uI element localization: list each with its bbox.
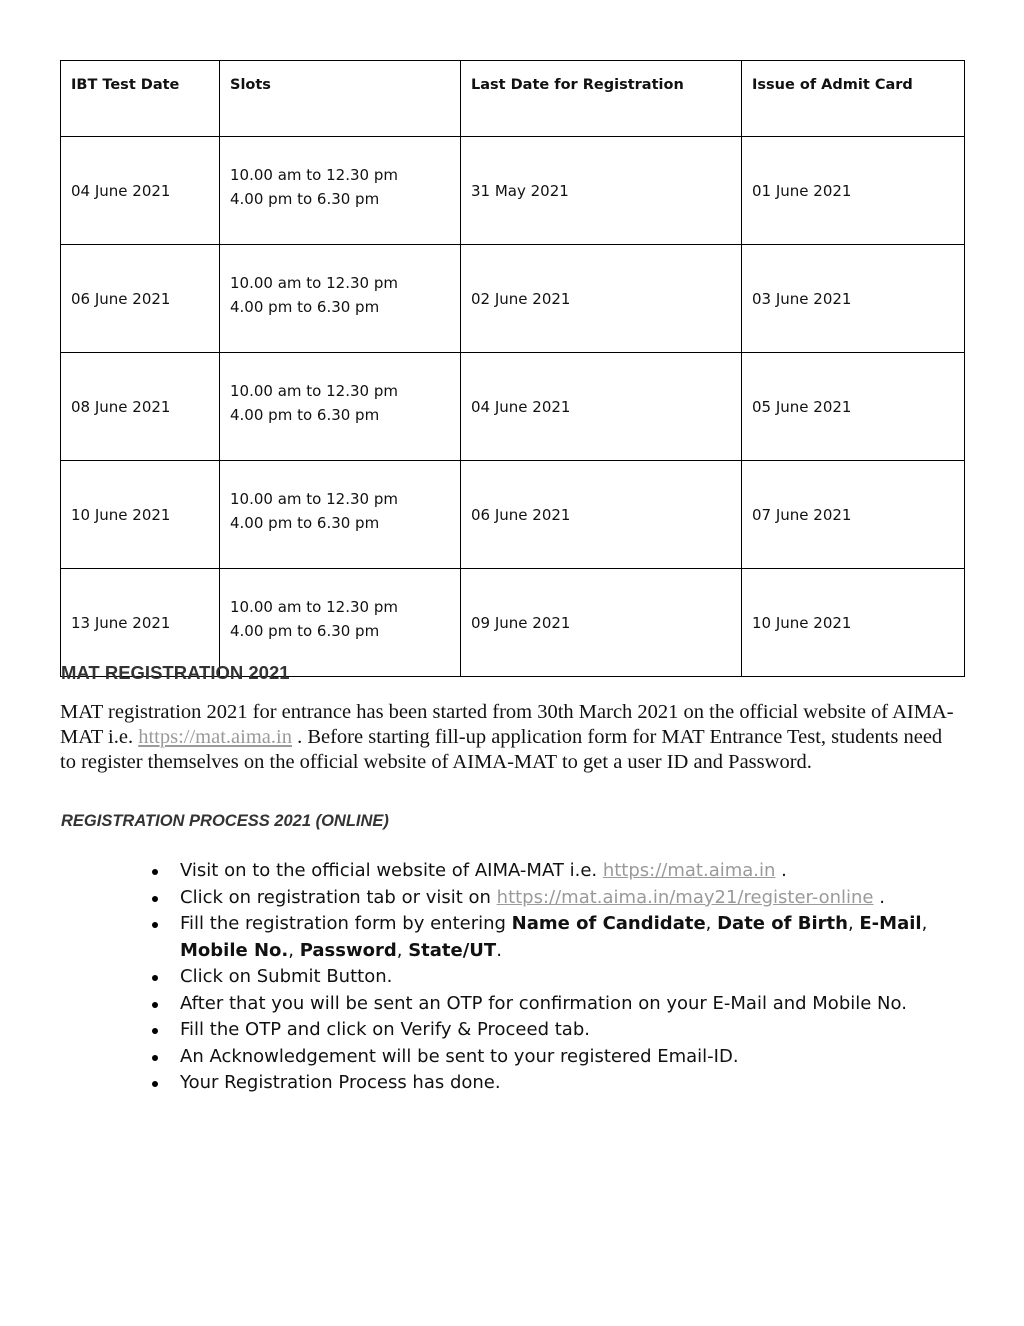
list-item: Visit on to the official website of AIMA-MAT i.e. https://mat.aima.in . — [180, 858, 970, 885]
intro-text-part2: . Before starting fill-up application form for MAT Entrance Test, students need to register themselves on the official website of AIMA-MAT to get a user ID and Password. — [60, 726, 943, 773]
last-date-cell: 02 June 2021 — [461, 245, 742, 353]
table-row — [61, 353, 965, 461]
list-item: Click on Submit Button. — [180, 964, 970, 991]
table-row — [61, 461, 965, 569]
aima-website-link[interactable]: https://mat.aima.in — [602, 860, 776, 881]
register-online-link[interactable]: https://mat.aima.in/may21/register-online — [496, 886, 874, 908]
slots-cell: 10.00 am to 12.30 pm 4.00 pm to 6.30 pm — [220, 461, 461, 569]
slots-cell: 10.00 am to 12.30 pm 4.00 pm to 6.30 pm — [220, 353, 461, 461]
registration-steps-list — [180, 858, 970, 1097]
list-item: Click on registration tab or visit on https://mat.aima.in/may21/register-online . — [180, 885, 970, 912]
test-date-cell: 04 June 2021 — [61, 137, 220, 245]
table-row — [61, 245, 965, 353]
registration-intro-paragraph — [60, 700, 960, 775]
last-date-cell: 09 June 2021 — [461, 569, 742, 677]
slots-cell: 10.00 am to 12.30 pm 4.00 pm to 6.30 pm — [220, 245, 461, 353]
last-date-cell: 31 May 2021 — [461, 137, 742, 245]
table-row — [61, 137, 965, 245]
list-item: Your Registration Process has done. — [180, 1070, 970, 1097]
admit-card-cell: 01 June 2021 — [742, 137, 965, 245]
registration-heading: MAT REGISTRATION 2021 — [61, 662, 290, 683]
column-header: Slots — [220, 61, 461, 137]
test-date-cell: 10 June 2021 — [61, 461, 220, 569]
test-date-cell: 06 June 2021 — [61, 245, 220, 353]
column-header: Issue of Admit Card — [742, 61, 965, 137]
admit-card-cell: 07 June 2021 — [742, 461, 965, 569]
list-item: Fill the registration form by entering Name of Candidate, Date of Birth, E-Mail, Mobile No., Password, State/UT. — [180, 911, 970, 964]
slots-cell: 10.00 am to 12.30 pm 4.00 pm to 6.30 pm — [220, 137, 461, 245]
intro-text-part1: MAT registration 2021 for entrance has been started from 30th March 2021 on the official website of AIMA-MAT i.e. — [60, 701, 954, 748]
last-date-cell: 06 June 2021 — [461, 461, 742, 569]
aima-website-link[interactable]: https://mat.aima.in — [138, 726, 292, 748]
admit-card-cell: 03 June 2021 — [742, 245, 965, 353]
admit-card-cell: 10 June 2021 — [742, 569, 965, 677]
schedule-table — [60, 60, 965, 677]
process-heading: REGISTRATION PROCESS 2021 (ONLINE) — [61, 812, 389, 830]
list-item: After that you will be sent an OTP for confirmation on your E-Mail and Mobile No. — [180, 991, 970, 1018]
list-item: Fill the OTP and click on Verify & Proceed tab. — [180, 1017, 970, 1044]
list-item: An Acknowledgement will be sent to your registered Email-ID. — [180, 1044, 970, 1071]
column-header: Last Date for Registration — [461, 61, 742, 137]
column-header: IBT Test Date — [61, 61, 220, 137]
test-date-cell: 13 June 2021 — [61, 569, 220, 677]
test-date-cell: 08 June 2021 — [61, 353, 220, 461]
table-row — [61, 569, 965, 677]
table-header-row — [61, 61, 965, 137]
admit-card-cell: 05 June 2021 — [742, 353, 965, 461]
slots-cell: 10.00 am to 12.30 pm 4.00 pm to 6.30 pm — [220, 569, 461, 677]
last-date-cell: 04 June 2021 — [461, 353, 742, 461]
